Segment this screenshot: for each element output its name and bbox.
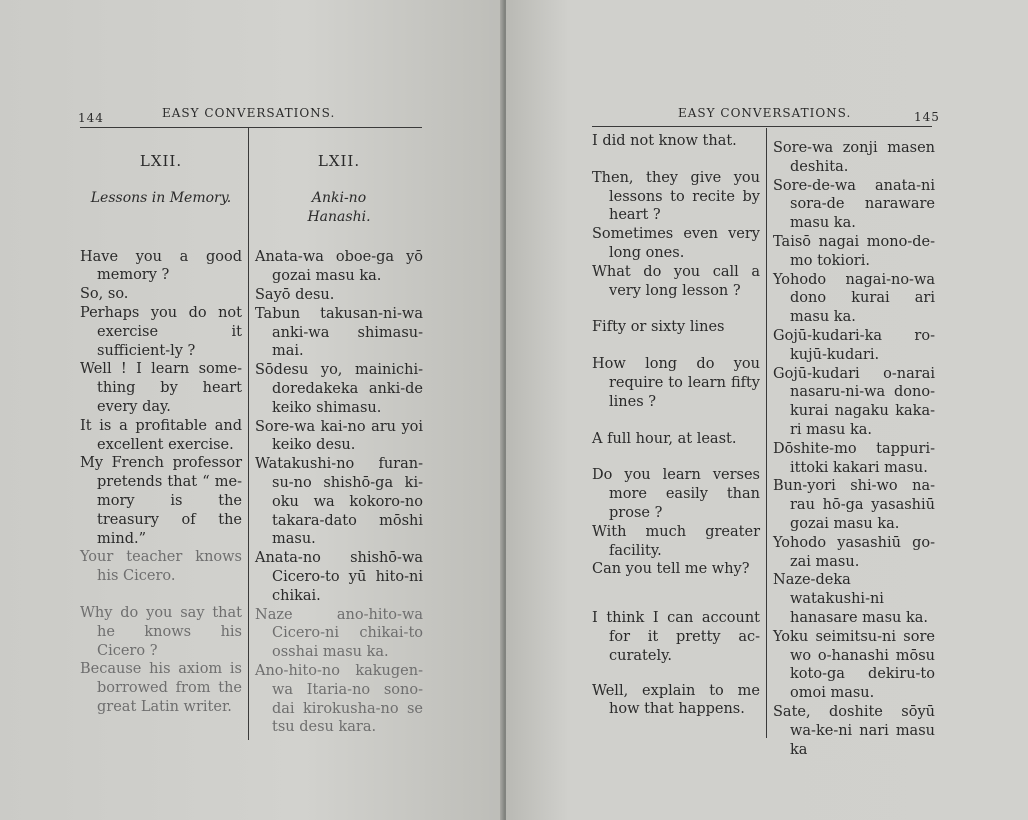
japanese-line: Ano-hito-no kakugen-wa Itaria-no sono-dai kirokusha-no se tsu desu kara.: [255, 662, 423, 736]
english-line: With much greater facility.: [592, 523, 760, 559]
left-column-divider: [248, 128, 249, 740]
japanese-line: Sore-wa kai-no aru yoi keiko desu.: [255, 418, 423, 454]
japanese-line: Watakushi-no furan-su-no shishō-ga ki-oku wa kokoro-no takara-dato mōshi masu.: [255, 456, 423, 548]
english-line: Can you tell me why?: [592, 561, 750, 578]
right-running-header: EASY CONVERSATIONS.: [678, 106, 852, 120]
left-english-column: [80, 152, 242, 717]
english-lesson-number: LXII.: [139, 152, 183, 170]
english-line: I did not know that.: [592, 133, 737, 149]
english-line: It is a profitable and excellent exercise.: [80, 417, 242, 453]
japanese-line: Tabun takusan-ni-wa anki-wa shimasu-mai.: [255, 305, 423, 360]
japanese-line: Taisō nagai mono-de-mo tokiori.: [773, 233, 935, 269]
english-line: My French professor pretends that “ me-mory is the treasury of the mind.”: [80, 455, 242, 547]
english-line: I think I can account for it pretty ac-curately.: [592, 610, 760, 664]
english-line: Have you a good memory ?: [80, 248, 242, 284]
japanese-line: Sayō desu.: [255, 286, 335, 303]
japanese-lesson-number: LXII.: [317, 152, 361, 170]
right-header-rule: [592, 126, 932, 127]
japanese-line: Sore-de-wa anata-ni sora-de naraware masu ka.: [773, 177, 935, 232]
japanese-line: Naze ano-hito-wa Cicero-ni chikai-to osshai masu ka.: [255, 606, 423, 661]
japanese-line: Naze-deka watakushi-ni hanasare masu ka.: [773, 572, 928, 626]
japanese-line: Anata-wa oboe-ga yō gozai masu ka.: [255, 249, 423, 285]
right-japanese-column: [773, 139, 935, 759]
english-line: Perhaps you do not exercise it sufficient-ly ?: [80, 304, 242, 359]
japanese-line: Sōdesu yo, mainichi-doredakeka anki-de keiko shimasu.: [255, 362, 423, 416]
english-line: How long do you require to learn fifty lines ?: [592, 356, 760, 410]
japanese-line: Sore-wa zonji masen deshita.: [773, 140, 935, 175]
english-line: Then, they give you lessons to recite by heart ?: [592, 169, 760, 224]
right-page-number: 145: [914, 110, 940, 124]
left-page-number: 144: [78, 111, 104, 125]
left-running-header: EASY CONVERSATIONS.: [162, 106, 336, 120]
japanese-line: Anata-no shishō-wa Cicero-to yū hito-ni chikai.: [255, 550, 423, 604]
japanese-line: Bun-yori shi-wo na-rau hō-ga yasashiū gozai masu ka.: [773, 478, 935, 532]
left-header-rule: [80, 127, 422, 128]
japanese-line: Yoku seimitsu-ni sore wo o-hanashi mōsu koto-ga dekiru-to omoi masu.: [773, 628, 935, 702]
right-column-divider: [766, 128, 767, 738]
english-line: Do you learn verses more easily than prose ?: [592, 467, 760, 521]
english-line: Well ! I learn some-thing by heart every day.: [80, 361, 242, 415]
english-line: Well, explain to me how that happens.: [592, 682, 760, 718]
english-line: Sometimes even very long ones.: [592, 226, 760, 261]
english-line: So, so.: [80, 286, 129, 303]
english-line: What do you call a very long lesson ?: [592, 263, 760, 299]
japanese-line: Dōshite-mo tappuri-ittoki kakari masu.: [773, 440, 935, 476]
english-line: Because his axiom is borrowed from the great Latin writer.: [80, 661, 242, 715]
english-lesson-title: Lessons in Memory.: [90, 189, 232, 206]
right-english-column: [592, 132, 760, 719]
english-line: Your teacher knows his Cicero.: [80, 549, 242, 585]
left-japanese-column: [255, 152, 423, 737]
right-page: [506, 0, 1028, 820]
japanese-line: Yohodo nagai-no-wa dono kurai ari masu ka.: [773, 271, 935, 326]
japanese-line: Gojū-kudari-ka ro-kujū-kudari.: [773, 327, 935, 363]
japanese-line: Sate, doshite sōyū wa-ke-ni nari masu ka: [773, 703, 935, 758]
english-line: A full hour, at least.: [592, 430, 737, 447]
japanese-line: Yohodo yasashiū go-zai masu.: [773, 534, 935, 570]
english-line: Fifty or sixty lines: [592, 319, 725, 336]
japanese-lesson-title: Anki-no Hanashi.: [307, 189, 371, 225]
left-page: [0, 0, 505, 820]
japanese-line: Gojū-kudari o-narai nasaru-ni-wa dono-kurai nagaku kaka-ri masu ka.: [773, 365, 935, 438]
english-line: Why do you say that he knows his Cicero ?: [80, 604, 242, 659]
